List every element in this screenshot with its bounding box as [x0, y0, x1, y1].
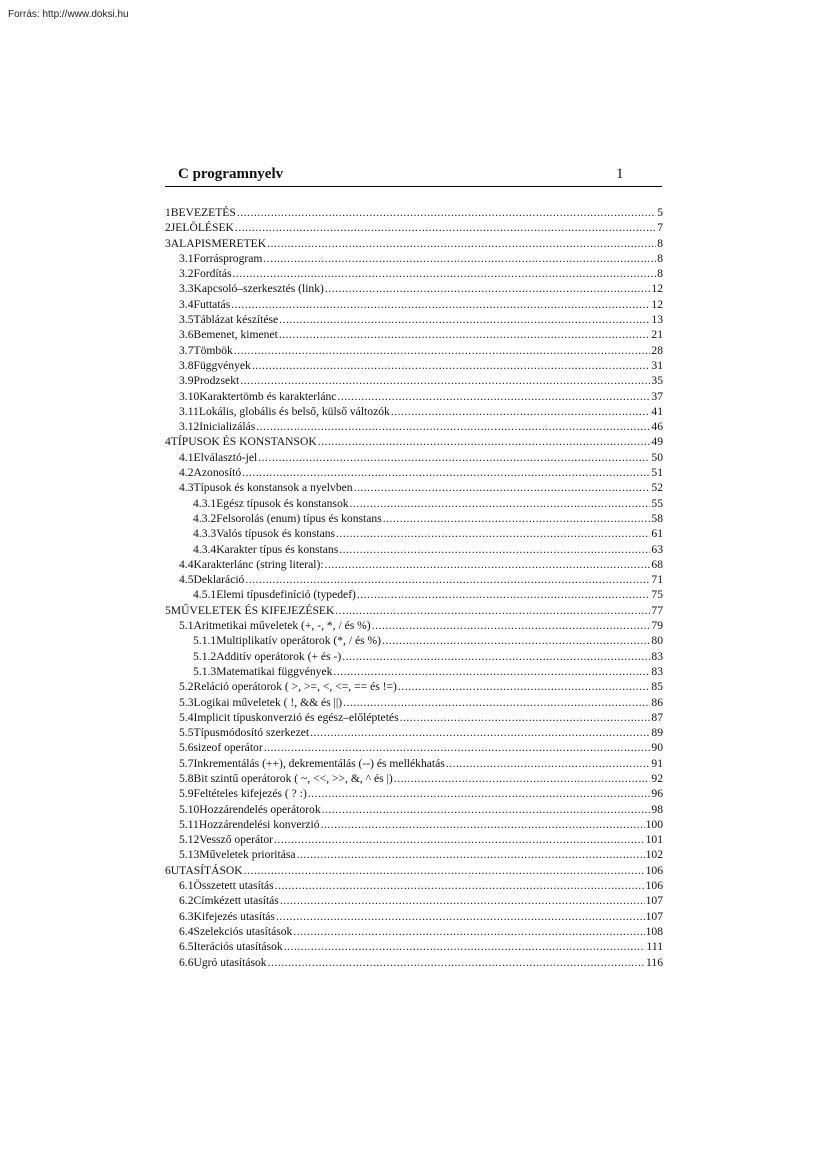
- toc-dot-leader: [268, 955, 645, 970]
- toc-entry[interactable]: [165, 542, 663, 557]
- toc-entry[interactable]: [165, 450, 663, 465]
- toc-entry-page: 75: [651, 588, 663, 602]
- page-header: [165, 166, 662, 187]
- toc-entry-number: 5.12: [179, 833, 200, 847]
- toc-entry-page: 101: [645, 833, 663, 847]
- toc-entry-number: 4.3.3: [193, 527, 217, 541]
- toc-entry-number: 3.6: [179, 328, 194, 342]
- toc-entry-title: Karaktertömb és karakterlánc: [199, 389, 337, 403]
- toc-dot-leader: [391, 404, 651, 419]
- toc-entry[interactable]: [165, 327, 663, 342]
- toc-entry-title: Típusok és konstansok a nyelvben: [193, 481, 353, 495]
- toc-entry-page: 7: [657, 221, 663, 235]
- toc-entry[interactable]: [165, 511, 663, 526]
- toc-entry-number: 3.10: [179, 389, 200, 403]
- toc-entry[interactable]: [165, 572, 663, 587]
- toc-entry-title: Bemenet, kimenet: [193, 328, 278, 342]
- toc-dot-leader: [258, 450, 650, 465]
- toc-entry-number: 4.3.4: [193, 542, 217, 556]
- toc-entry-title: Hozzárendelési konverzió: [198, 817, 320, 831]
- toc-dot-leader: [245, 572, 650, 587]
- toc-entry-number: 5.8: [179, 771, 194, 785]
- toc-entry-page: 8: [657, 267, 663, 281]
- toc-entry-number: 4.3.2: [193, 511, 217, 525]
- toc-entry-title: Bit szintű operátorok ( ~, <<, >>, &, ^ és |): [193, 771, 393, 785]
- toc-entry-page: 35: [651, 374, 663, 388]
- toc-entry-number: 3.5: [179, 313, 194, 327]
- toc-entry-number: 4.3: [179, 481, 194, 495]
- toc-entry-page: 107: [645, 894, 663, 908]
- toc-dot-leader: [274, 832, 645, 847]
- toc-dot-leader: [279, 327, 651, 342]
- toc-entry-page: 111: [646, 940, 663, 954]
- toc-entry-title: Összetett utasítás: [193, 879, 274, 893]
- toc-dot-leader: [336, 526, 650, 541]
- toc-entry-title: Matematikai függvények: [216, 664, 333, 678]
- toc-entry-page: 63: [651, 542, 663, 556]
- toc-entry[interactable]: [165, 587, 663, 602]
- toc-entry[interactable]: [165, 924, 663, 939]
- toc-entry[interactable]: [165, 664, 663, 679]
- toc-dot-leader: [237, 205, 656, 220]
- toc-entry-title: BEVEZETÉS: [170, 206, 236, 219]
- toc-entry-page: 106: [645, 863, 663, 877]
- toc-dot-leader: [383, 511, 651, 526]
- toc-entry-title: Címkézett utasítás: [193, 894, 279, 908]
- toc-entry-title: Elválasztó-jel: [193, 450, 258, 464]
- toc-entry-title: Inkrementálás (++), dekrementálás (--) és mellékhatás: [193, 756, 445, 770]
- toc-entry-number: 3.12: [179, 420, 200, 434]
- toc-dot-leader: [275, 878, 645, 893]
- toc-dot-leader: [446, 756, 651, 771]
- toc-entry[interactable]: [165, 710, 663, 725]
- toc-entry-title: Vessző operátor: [199, 833, 274, 847]
- toc-entry-title: Reláció operátorok ( >, >=, <, <=, == és !=): [193, 680, 397, 694]
- toc-entry-title: Hozzárendelés operátorok: [199, 802, 321, 816]
- toc-entry-number: 5: [165, 603, 171, 617]
- toc-dot-leader: [350, 496, 651, 511]
- toc-dot-leader: [394, 771, 651, 786]
- table-of-contents: [165, 205, 663, 970]
- toc-entry-number: 4: [165, 435, 171, 449]
- toc-entry-page: 68: [651, 557, 663, 571]
- toc-entry[interactable]: [165, 343, 663, 358]
- toc-entry[interactable]: [165, 526, 663, 541]
- toc-entry[interactable]: [165, 236, 663, 251]
- toc-entry-title: Karakter típus és konstans: [216, 542, 339, 556]
- toc-entry-title: Valós típusok és konstans: [216, 527, 336, 541]
- toc-entry-number: 6.5: [179, 940, 194, 954]
- toc-entry-page: 108: [645, 924, 663, 938]
- toc-entry-number: 5.1.1: [193, 634, 217, 648]
- toc-entry[interactable]: [165, 557, 663, 572]
- toc-entry-number: 5.9: [179, 787, 194, 801]
- toc-entry-number: 3.9: [179, 374, 194, 388]
- toc-entry-title: Felsorolás (enum) típus és konstans: [216, 511, 382, 525]
- toc-entry-number: 4.5.1: [193, 588, 217, 602]
- toc-entry-page: 46: [651, 420, 663, 434]
- toc-entry[interactable]: [165, 955, 663, 970]
- toc-entry-number: 6.4: [179, 924, 194, 938]
- toc-dot-leader: [244, 863, 645, 878]
- toc-entry-title: Kifejezés utasítás: [193, 909, 275, 923]
- toc-entry-page: 106: [645, 879, 663, 893]
- toc-dot-leader: [337, 389, 650, 404]
- toc-entry-page: 83: [651, 649, 663, 663]
- toc-entry-title: JELÖLÉSEK: [170, 221, 234, 235]
- toc-entry-number: 6.3: [179, 909, 194, 923]
- document-title: C programnyelv: [178, 166, 284, 182]
- toc-entry-page: 92: [651, 771, 663, 785]
- toc-entry-page: 8: [657, 236, 663, 250]
- toc-entry-title: Feltételes kifejezés ( ? :): [193, 787, 307, 801]
- toc-dot-leader: [325, 281, 651, 296]
- toc-entry-number: 3.4: [179, 297, 194, 311]
- toc-dot-leader: [339, 542, 650, 557]
- toc-entry-page: 77: [651, 603, 663, 617]
- toc-entry-title: Inicializálás: [199, 420, 256, 434]
- toc-entry-page: 41: [651, 404, 663, 418]
- toc-entry-page: 98: [651, 802, 663, 816]
- toc-entry-page: 87: [651, 710, 663, 724]
- toc-entry[interactable]: [165, 847, 663, 862]
- toc-entry-page: 61: [651, 527, 663, 541]
- toc-entry-title: Deklaráció: [193, 573, 245, 587]
- toc-entry-page: 83: [651, 664, 663, 678]
- source-label: Forrás: http://www.doksi.hu: [8, 9, 129, 20]
- toc-dot-leader: [264, 740, 651, 755]
- toc-dot-leader: [342, 649, 650, 664]
- toc-entry[interactable]: [165, 373, 663, 388]
- toc-entry-title: Azonosító: [193, 466, 242, 480]
- toc-entry[interactable]: [165, 480, 663, 495]
- toc-entry-page: 52: [651, 481, 663, 495]
- toc-dot-leader: [242, 465, 650, 480]
- toc-entry[interactable]: [165, 465, 663, 480]
- toc-entry-number: 3.2: [179, 267, 194, 281]
- toc-entry-page: 55: [651, 496, 663, 510]
- toc-entry[interactable]: [165, 404, 663, 419]
- toc-entry-title: Típusmódosító szerkezet: [193, 726, 310, 740]
- toc-entry-page: 100: [645, 817, 663, 831]
- toc-entry[interactable]: [165, 205, 663, 220]
- toc-dot-leader: [263, 251, 656, 266]
- toc-entry-number: 1: [165, 206, 171, 219]
- toc-entry-number: 4.1: [179, 450, 194, 464]
- toc-entry-page: 96: [651, 787, 663, 801]
- toc-entry-title: Fordítás: [193, 267, 232, 281]
- toc-entry[interactable]: [165, 251, 663, 266]
- toc-dot-leader: [321, 817, 645, 832]
- toc-entry-title: Lokális, globális és belső, külső változók: [198, 404, 390, 418]
- toc-entry-page: 85: [651, 680, 663, 694]
- toc-entry[interactable]: [165, 649, 663, 664]
- toc-entry-title: MŰVELETEK ÉS KIFEJEZÉSEK: [170, 603, 335, 617]
- toc-entry-page: 5: [657, 206, 663, 219]
- toc-entry-title: Tömbök: [193, 343, 233, 357]
- toc-entry-title: Táblázat készítése: [193, 313, 279, 327]
- toc-entry-title: Kapcsoló–szerkesztés (link): [193, 282, 324, 296]
- toc-dot-leader: [234, 343, 651, 358]
- toc-entry[interactable]: [165, 220, 663, 235]
- toc-dot-leader: [267, 236, 656, 251]
- toc-dot-leader: [231, 297, 650, 312]
- toc-dot-leader: [240, 373, 650, 388]
- toc-entry-page: 28: [651, 343, 663, 357]
- toc-entry-page: 79: [651, 619, 663, 633]
- toc-entry-title: Futtatás: [193, 297, 231, 311]
- toc-entry-number: 4.3.1: [193, 496, 217, 510]
- toc-entry-page: 102: [645, 848, 663, 862]
- toc-entry-number: 3.1: [179, 251, 194, 265]
- toc-entry-number: 3.3: [179, 282, 194, 296]
- toc-entry-number: 6.1: [179, 879, 194, 893]
- toc-entry-title: ALAPISMERETEK: [170, 236, 267, 250]
- toc-dot-leader: [310, 725, 650, 740]
- toc-entry-title: Elemi típusdefiníció (typedef): [216, 588, 356, 602]
- toc-entry-number: 5.5: [179, 726, 194, 740]
- toc-entry[interactable]: [165, 756, 663, 771]
- toc-entry-number: 5.11: [179, 817, 199, 831]
- toc-entry[interactable]: [165, 679, 663, 694]
- toc-entry-number: 5.7: [179, 756, 194, 770]
- toc-entry-number: 3: [165, 236, 171, 250]
- toc-entry-number: 2: [165, 221, 171, 235]
- toc-entry-page: 12: [651, 297, 663, 311]
- toc-entry-title: Forrásprogram: [193, 251, 263, 265]
- toc-entry-page: 107: [645, 909, 663, 923]
- toc-entry-title: Aritmetikai műveletek (+, -, *, / és %): [193, 619, 371, 633]
- toc-entry-number: 4.2: [179, 466, 194, 480]
- toc-entry-title: Logikai műveletek ( !, && és ||): [193, 695, 343, 709]
- toc-entry[interactable]: [165, 832, 663, 847]
- toc-dot-leader: [235, 220, 656, 235]
- toc-dot-leader: [354, 480, 651, 495]
- toc-entry-page: 50: [651, 450, 663, 464]
- toc-entry-title: Multiplikatív operátorok (*, / és %): [216, 634, 382, 648]
- toc-dot-leader: [233, 266, 657, 281]
- toc-entry-page: 116: [646, 955, 663, 969]
- toc-dot-leader: [325, 557, 651, 572]
- toc-entry-number: 5.13: [179, 848, 200, 862]
- toc-entry[interactable]: [165, 878, 663, 893]
- toc-entry[interactable]: [165, 893, 663, 908]
- toc-entry-title: Prodzsekt: [193, 374, 240, 388]
- page-number: 1: [616, 166, 624, 182]
- toc-entry-number: 4.4: [179, 557, 194, 571]
- toc-entry-number: 5.1.3: [193, 664, 217, 678]
- toc-entry-page: 31: [651, 358, 663, 372]
- toc-entry-page: 21: [651, 328, 663, 342]
- toc-entry-title: Karakterlánc (string literal):: [193, 557, 324, 571]
- toc-entry[interactable]: [165, 863, 663, 878]
- toc-entry[interactable]: [165, 603, 663, 618]
- toc-entry-number: 3.11: [179, 404, 199, 418]
- toc-dot-leader: [343, 695, 650, 710]
- toc-dot-leader: [252, 358, 651, 373]
- toc-entry[interactable]: [165, 909, 663, 924]
- toc-dot-leader: [276, 909, 645, 924]
- toc-entry-title: sizeof operátor: [193, 741, 263, 755]
- toc-entry-page: 91: [651, 756, 663, 770]
- toc-entry-page: 49: [651, 435, 663, 449]
- toc-entry-number: 5.6: [179, 741, 194, 755]
- toc-dot-leader: [280, 893, 645, 908]
- toc-entry-number: 3.8: [179, 358, 194, 372]
- toc-entry[interactable]: [165, 358, 663, 373]
- toc-dot-leader: [382, 633, 650, 648]
- toc-dot-leader: [256, 419, 650, 434]
- toc-entry-title: Iterációs utasítások: [193, 940, 283, 954]
- toc-entry[interactable]: [165, 725, 663, 740]
- toc-entry-title: Egész típusok és konstansok: [216, 496, 349, 510]
- toc-entry-page: 80: [651, 634, 663, 648]
- toc-entry-page: 71: [651, 573, 663, 587]
- toc-entry-page: 89: [651, 726, 663, 740]
- toc-dot-leader: [333, 664, 650, 679]
- toc-entry-page: 8: [657, 251, 663, 265]
- toc-entry-title: Függvények: [193, 358, 251, 372]
- toc-entry-number: 5.2: [179, 680, 194, 694]
- toc-entry-title: TÍPUSOK ÉS KONSTANSOK: [170, 435, 317, 449]
- toc-dot-leader: [297, 847, 645, 862]
- toc-entry-number: 6: [165, 863, 171, 877]
- toc-entry-title: UTASÍTÁSOK: [170, 863, 243, 877]
- toc-entry-number: 5.4: [179, 710, 194, 724]
- toc-entry[interactable]: [165, 266, 663, 281]
- toc-entry-title: Műveletek prioritása: [199, 848, 296, 862]
- toc-entry-title: Additív operátorok (+ és -): [216, 649, 342, 663]
- toc-entry[interactable]: [165, 618, 663, 633]
- toc-entry-number: 6.6: [179, 955, 194, 969]
- toc-entry[interactable]: [165, 695, 663, 710]
- toc-entry-number: 6.2: [179, 894, 194, 908]
- toc-entry[interactable]: [165, 939, 663, 954]
- toc-entry-title: Ugró utasítások: [193, 955, 267, 969]
- toc-dot-leader: [322, 802, 651, 817]
- toc-entry[interactable]: [165, 771, 663, 786]
- toc-dot-leader: [335, 603, 650, 618]
- toc-entry[interactable]: [165, 297, 663, 312]
- toc-entry[interactable]: [165, 434, 663, 449]
- toc-entry[interactable]: [165, 281, 663, 296]
- toc-entry-page: 51: [651, 466, 663, 480]
- toc-entry-title: Szelekciós utasítások: [193, 924, 293, 938]
- toc-entry-number: 4.5: [179, 573, 194, 587]
- toc-entry-page: 37: [651, 389, 663, 403]
- toc-entry-number: 5.1: [179, 619, 194, 633]
- toc-entry[interactable]: [165, 740, 663, 755]
- toc-entry[interactable]: [165, 786, 663, 801]
- toc-dot-leader: [400, 710, 651, 725]
- toc-entry-title: Implicit típuskonverzió és egész–előléptetés: [193, 710, 399, 724]
- toc-entry-number: 5.10: [179, 802, 200, 816]
- toc-dot-leader: [318, 434, 651, 449]
- toc-entry-number: 5.3: [179, 695, 194, 709]
- toc-entry[interactable]: [165, 419, 663, 434]
- toc-dot-leader: [284, 939, 646, 954]
- toc-dot-leader: [308, 786, 651, 801]
- toc-entry[interactable]: [165, 817, 663, 832]
- toc-dot-leader: [372, 618, 651, 633]
- toc-dot-leader: [357, 587, 650, 602]
- toc-entry-number: 3.7: [179, 343, 194, 357]
- toc-entry-page: 90: [651, 741, 663, 755]
- toc-entry-page: 12: [651, 282, 663, 296]
- toc-dot-leader: [398, 679, 651, 694]
- toc-entry[interactable]: [165, 389, 663, 404]
- toc-entry-page: 13: [651, 313, 663, 327]
- toc-entry[interactable]: [165, 633, 663, 648]
- toc-entry-page: 86: [651, 695, 663, 709]
- toc-dot-leader: [279, 312, 650, 327]
- toc-entry[interactable]: [165, 496, 663, 511]
- toc-dot-leader: [293, 924, 644, 939]
- toc-entry[interactable]: [165, 802, 663, 817]
- toc-entry-number: 5.1.2: [193, 649, 217, 663]
- toc-entry-page: 58: [651, 511, 663, 525]
- toc-entry[interactable]: [165, 312, 663, 327]
